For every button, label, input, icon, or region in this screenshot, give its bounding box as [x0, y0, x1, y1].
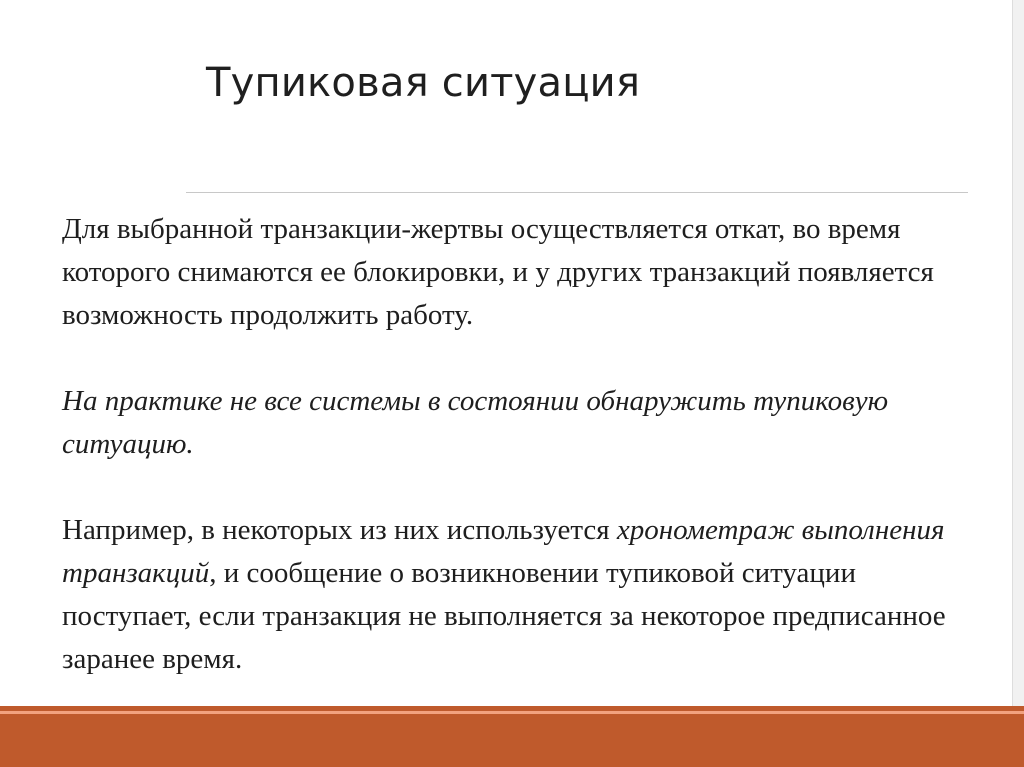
paragraph-rollback: Для выбранной транзакции-жертвы осуществляется откат, во время которого снимаются ее блокировки, и у других транзакций появляется возможность продолжить работу.	[62, 213, 934, 331]
footer-bar	[0, 706, 1024, 767]
paragraph-example-part-2: , и сообщение о возникновении тупиковой ситуации поступает, если транзакция не выполняется за некоторое предписанное заранее время.	[62, 557, 946, 675]
footer-accent-line	[0, 711, 1024, 714]
paragraph-example-part-1: Например, в некоторых из них используется	[62, 514, 617, 546]
slide-right-edge	[1012, 0, 1024, 767]
slide-title: Тупиковая ситуация	[206, 60, 641, 106]
paragraph-practice: На практике не все системы в состоянии обнаружить тупиковую ситуацию.	[62, 385, 889, 460]
title-divider	[186, 192, 968, 193]
paragraph-example	[62, 509, 962, 681]
slide-body	[62, 208, 962, 681]
paragraph-example-emphasis: хронометраж выполнения транзакций	[62, 514, 945, 589]
